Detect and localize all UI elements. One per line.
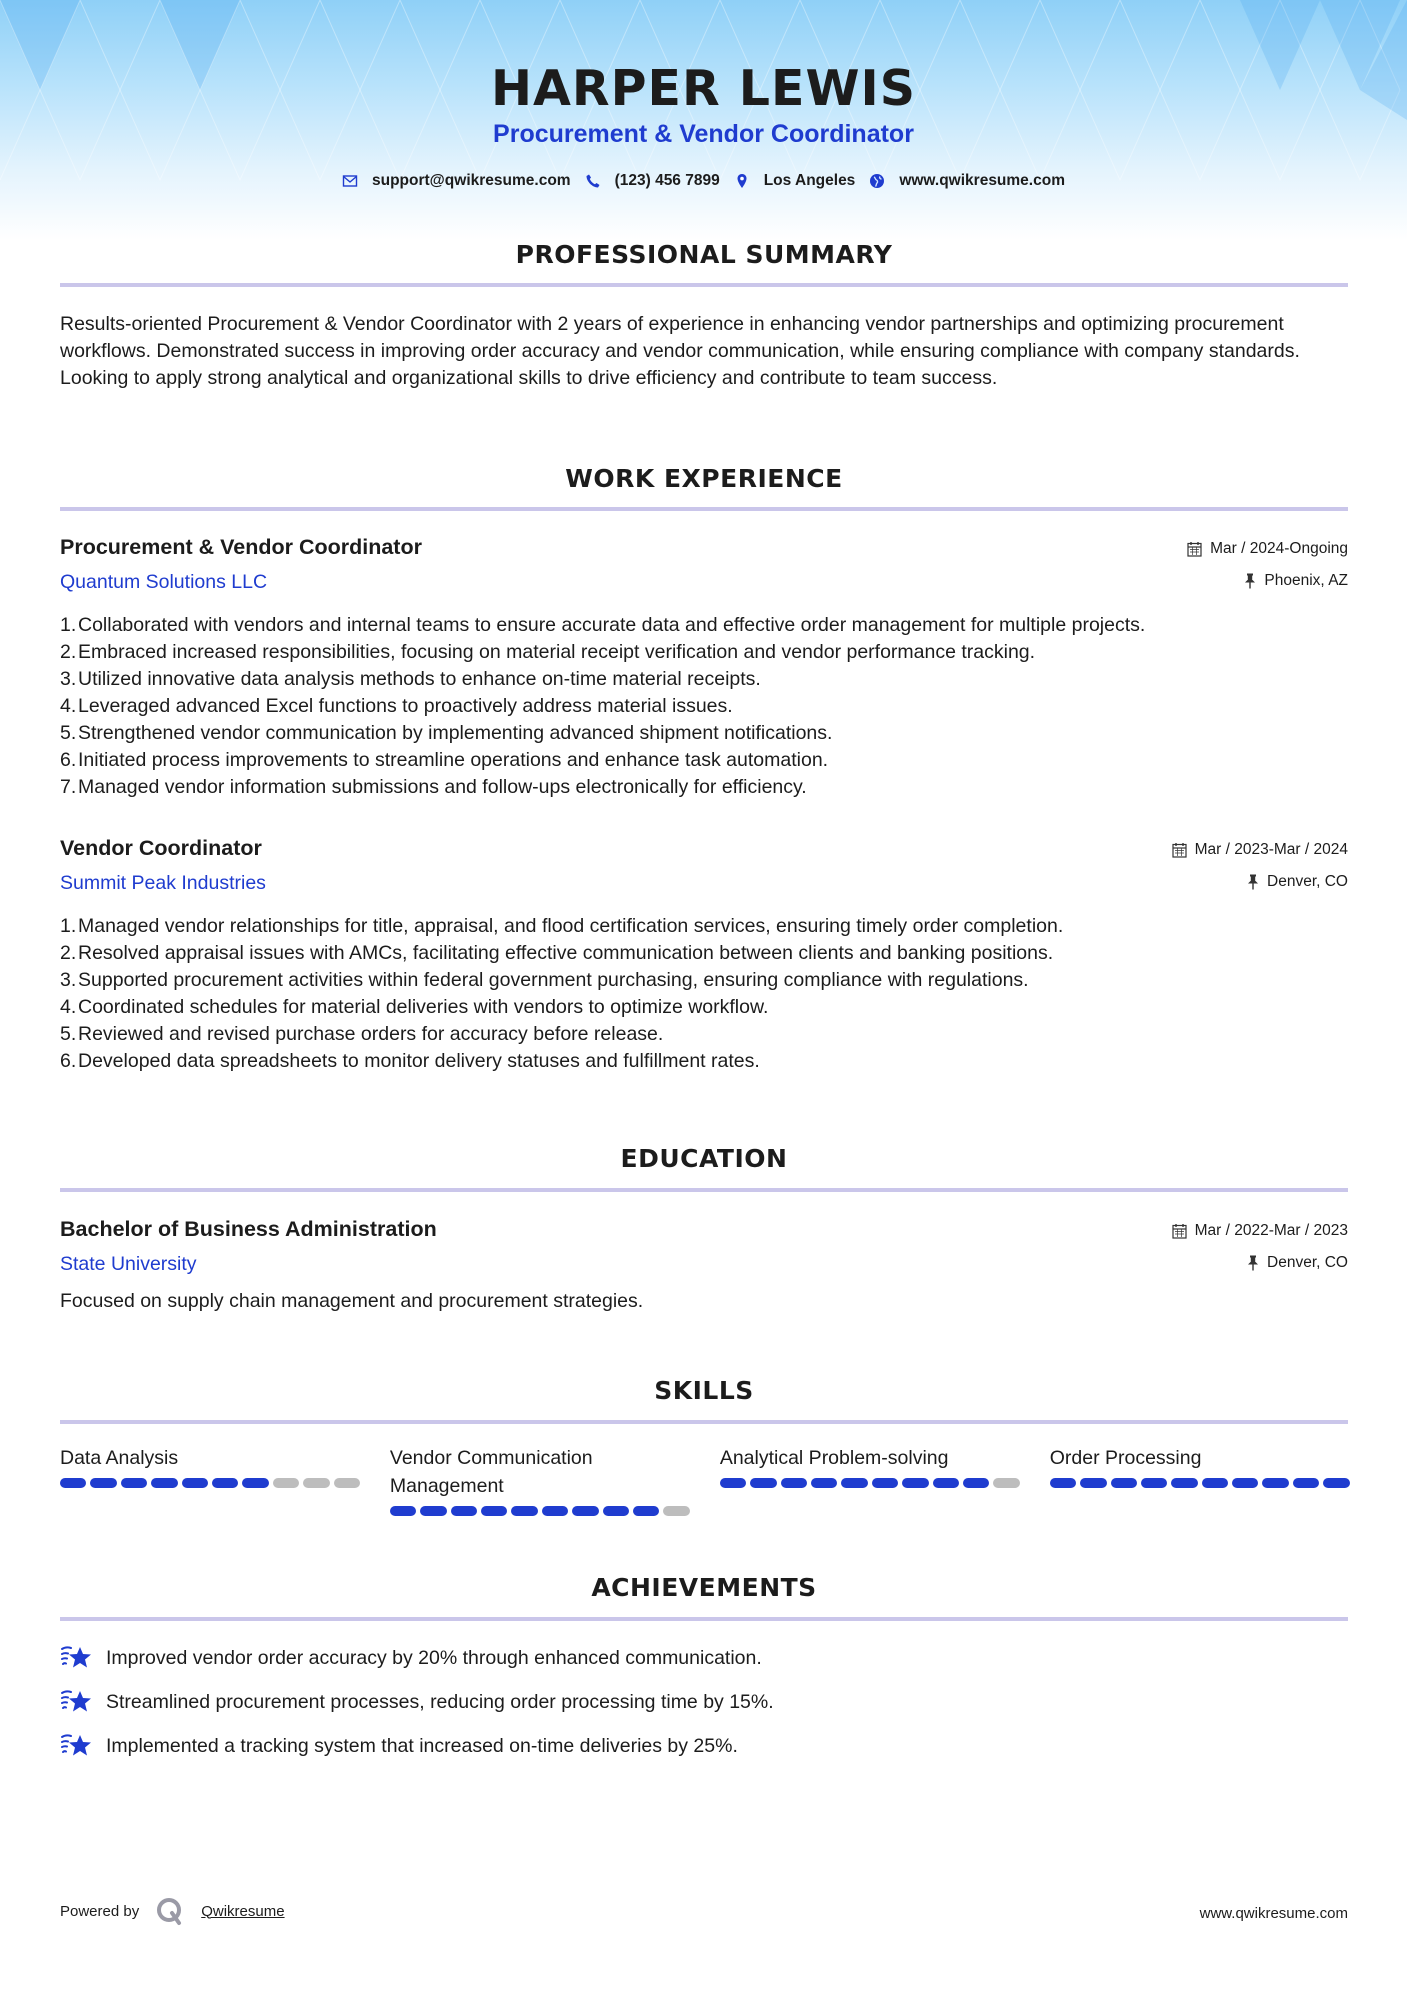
skill-rating-segment (1323, 1478, 1349, 1488)
section-divider (60, 1617, 1348, 1621)
resume-header (0, 0, 1407, 240)
list-item: 6. Developed data spreadsheets to monitor delivery statuses and fulfillment rates. (60, 1050, 760, 1072)
calendar-icon (1187, 541, 1202, 557)
skill-item (720, 1444, 1020, 1516)
list-item: 1. Collaborated with vendors and internal teams to ensure accurate data and effective order management for multiple projects. (60, 614, 1146, 636)
skill-rating-segment (1171, 1478, 1197, 1488)
education-school: State University (60, 1253, 197, 1275)
section-title-education: EDUCATION (620, 1144, 788, 1173)
skill-rating-segment (1202, 1478, 1228, 1488)
contact-phone[interactable] (585, 172, 720, 190)
job-dates (1172, 841, 1348, 859)
skill-rating-bar (390, 1506, 690, 1516)
skill-rating-segment (151, 1478, 177, 1488)
job-dates-text: Mar / 2024-Ongoing (1210, 540, 1348, 557)
skill-rating-segment (242, 1478, 268, 1488)
footer-powered-by (60, 1896, 285, 1926)
job-role: Procurement & Vendor Coordinator (60, 535, 422, 559)
skill-item (60, 1444, 360, 1516)
education-dates-text: Mar / 2022-Mar / 2023 (1194, 1222, 1348, 1239)
list-item: 3. Utilized innovative data analysis methods to enhance on-time material receipts. (60, 668, 761, 690)
skill-rating-segment (390, 1506, 416, 1516)
skill-rating-bar (1050, 1478, 1350, 1488)
skill-rating-segment (750, 1478, 776, 1488)
skill-rating-segment (1262, 1478, 1288, 1488)
job-bullets (60, 612, 1360, 801)
skill-rating-segment (420, 1506, 446, 1516)
skill-name: Vendor Communication Management (389, 1447, 593, 1497)
skill-rating-segment (90, 1478, 116, 1488)
achievement-text: Improved vendor order accuracy by 20% through enhanced communication. (106, 1646, 762, 1669)
list-item: 4. Leveraged advanced Excel functions to proactively address material issues. (60, 695, 733, 717)
section-title-experience: WORK EXPERIENCE (565, 464, 843, 493)
job-location (1244, 572, 1348, 590)
powered-by-label: Powered by (60, 1902, 140, 1920)
section-divider (60, 283, 1348, 287)
skill-rating-segment (511, 1506, 537, 1516)
job-dates-text: Mar / 2023-Mar / 2024 (1194, 841, 1348, 858)
list-item (60, 1724, 1348, 1768)
skill-rating-segment (1111, 1478, 1137, 1488)
job-bullets (60, 913, 1360, 1075)
skill-name: Analytical Problem-solving (719, 1447, 949, 1469)
skill-rating-segment (1050, 1478, 1076, 1488)
contact-bar (0, 172, 1407, 190)
achievements-list (60, 1636, 1348, 1768)
footer-website[interactable]: www.qwikresume.com (1199, 1905, 1348, 1922)
list-item: 5. Strengthened vendor communication by implementing advanced shipment notifications. (60, 722, 833, 744)
pushpin-icon (1247, 874, 1259, 890)
education-location-text: Denver, CO (1267, 1254, 1348, 1271)
job-location (1247, 873, 1348, 891)
skill-name: Order Processing (1049, 1447, 1202, 1469)
list-item: 5. Reviewed and revised purchase orders for accuracy before release. (60, 1023, 664, 1045)
education-description: Focused on supply chain management and procurement strategies. (60, 1290, 644, 1312)
list-item (60, 1680, 1348, 1724)
skill-rating-segment (872, 1478, 898, 1488)
skill-item (390, 1444, 690, 1516)
list-item (60, 1636, 1348, 1680)
pushpin-icon (1247, 1255, 1259, 1271)
skill-rating-segment (451, 1506, 477, 1516)
job-company: Quantum Solutions LLC (60, 571, 268, 593)
summary-text: Results-oriented Procurement & Vendor Coordinator with 2 years of experience in enhancing vendor partnerships and optimizing procurement workflows. Demonstrated success in improving order accuracy and vendor communication, while ensuring compliance with company standards. Looking to apply strong analytical and organizational skills to drive efficiency and contribute to team success. (60, 313, 1300, 389)
skill-rating-segment (572, 1506, 598, 1516)
section-divider (60, 507, 1348, 511)
candidate-title: Procurement & Vendor Coordinator (493, 120, 914, 148)
achievement-text: Streamlined procurement processes, reducing order processing time by 15%. (106, 1690, 774, 1713)
section-title-achievements: ACHIEVEMENTS (591, 1573, 817, 1602)
skill-rating-segment (781, 1478, 807, 1488)
job-location-text: Phoenix, AZ (1264, 572, 1348, 589)
contact-website[interactable] (869, 172, 1065, 190)
qwikresume-logo-icon (155, 1896, 185, 1926)
contact-email[interactable] (342, 172, 571, 190)
skill-rating-segment (663, 1506, 689, 1516)
education-degree: Bachelor of Business Administration (60, 1217, 437, 1241)
calendar-icon (1172, 842, 1187, 858)
achievement-text: Implemented a tracking system that increased on-time deliveries by 25%. (106, 1734, 738, 1757)
skill-rating-segment (633, 1506, 659, 1516)
skill-rating-segment (933, 1478, 959, 1488)
skill-rating-segment (1141, 1478, 1167, 1488)
skill-rating-segment (1232, 1478, 1258, 1488)
candidate-name: HARPER LEWIS (490, 60, 917, 117)
skill-rating-segment (720, 1478, 746, 1488)
list-item: 2. Embraced increased responsibilities, focusing on material receipt verification and vendor performance tracking. (60, 641, 1036, 663)
skill-rating-segment (542, 1506, 568, 1516)
contact-email-text: support@qwikresume.com (372, 172, 571, 189)
skill-rating-segment (1080, 1478, 1106, 1488)
skill-rating-segment (811, 1478, 837, 1488)
list-item: 6. Initiated process improvements to streamline operations and enhance task automation. (60, 749, 829, 771)
skill-rating-segment (273, 1478, 299, 1488)
contact-phone-text: (123) 456 7899 (614, 172, 720, 189)
phone-icon (585, 173, 601, 189)
skill-rating-segment (60, 1478, 86, 1488)
globe-icon (869, 173, 885, 189)
skills-grid (60, 1444, 1348, 1516)
skill-rating-segment (182, 1478, 208, 1488)
section-divider (60, 1188, 1348, 1192)
skill-rating-segment (902, 1478, 928, 1488)
skill-rating-segment (963, 1478, 989, 1488)
skill-rating-segment (603, 1506, 629, 1516)
list-item: 1. Managed vendor relationships for title, appraisal, and flood certification services, ensuring timely order completion. (60, 915, 1064, 937)
list-item: 7. Managed vendor information submissions and follow-ups electronically for efficiency. (60, 776, 807, 798)
list-item: 3. Supported procurement activities within federal government purchasing, ensuring compliance with regulations. (60, 969, 1029, 991)
skill-rating-segment (1293, 1478, 1319, 1488)
skill-rating-segment (303, 1478, 329, 1488)
job-company: Summit Peak Industries (60, 872, 266, 894)
calendar-icon (1172, 1223, 1187, 1239)
contact-website-text: www.qwikresume.com (899, 172, 1065, 189)
section-title-summary: PROFESSIONAL SUMMARY (515, 240, 893, 269)
skill-name: Data Analysis (60, 1447, 179, 1469)
map-pin-icon (734, 173, 750, 189)
shooting-star-icon (60, 1643, 94, 1673)
contact-location-text: Los Angeles (763, 172, 856, 189)
pushpin-icon (1244, 573, 1256, 589)
job-location-text: Denver, CO (1267, 873, 1348, 890)
list-item: 4. Coordinated schedules for material deliveries with vendors to optimize workflow. (60, 996, 769, 1018)
job-role: Vendor Coordinator (60, 836, 262, 860)
skill-rating-bar (720, 1478, 1020, 1488)
shooting-star-icon (60, 1687, 94, 1717)
qwikresume-link[interactable]: Qwikresume (201, 1902, 285, 1920)
envelope-icon (342, 173, 358, 189)
skill-rating-bar (60, 1478, 360, 1488)
section-divider (60, 1420, 1348, 1424)
job-dates (1187, 540, 1348, 558)
skill-rating-segment (481, 1506, 507, 1516)
list-item: 2. Resolved appraisal issues with AMCs, facilitating effective communication between clients and banking positions. (60, 942, 1054, 964)
skill-rating-segment (212, 1478, 238, 1488)
education-dates (1172, 1222, 1348, 1240)
shooting-star-icon (60, 1731, 94, 1761)
skill-item (1050, 1444, 1350, 1516)
skill-rating-segment (334, 1478, 360, 1488)
contact-location (734, 172, 856, 190)
skill-rating-segment (841, 1478, 867, 1488)
skill-rating-segment (993, 1478, 1019, 1488)
education-location (1247, 1254, 1348, 1272)
skill-rating-segment (121, 1478, 147, 1488)
section-title-skills: SKILLS (654, 1376, 754, 1405)
